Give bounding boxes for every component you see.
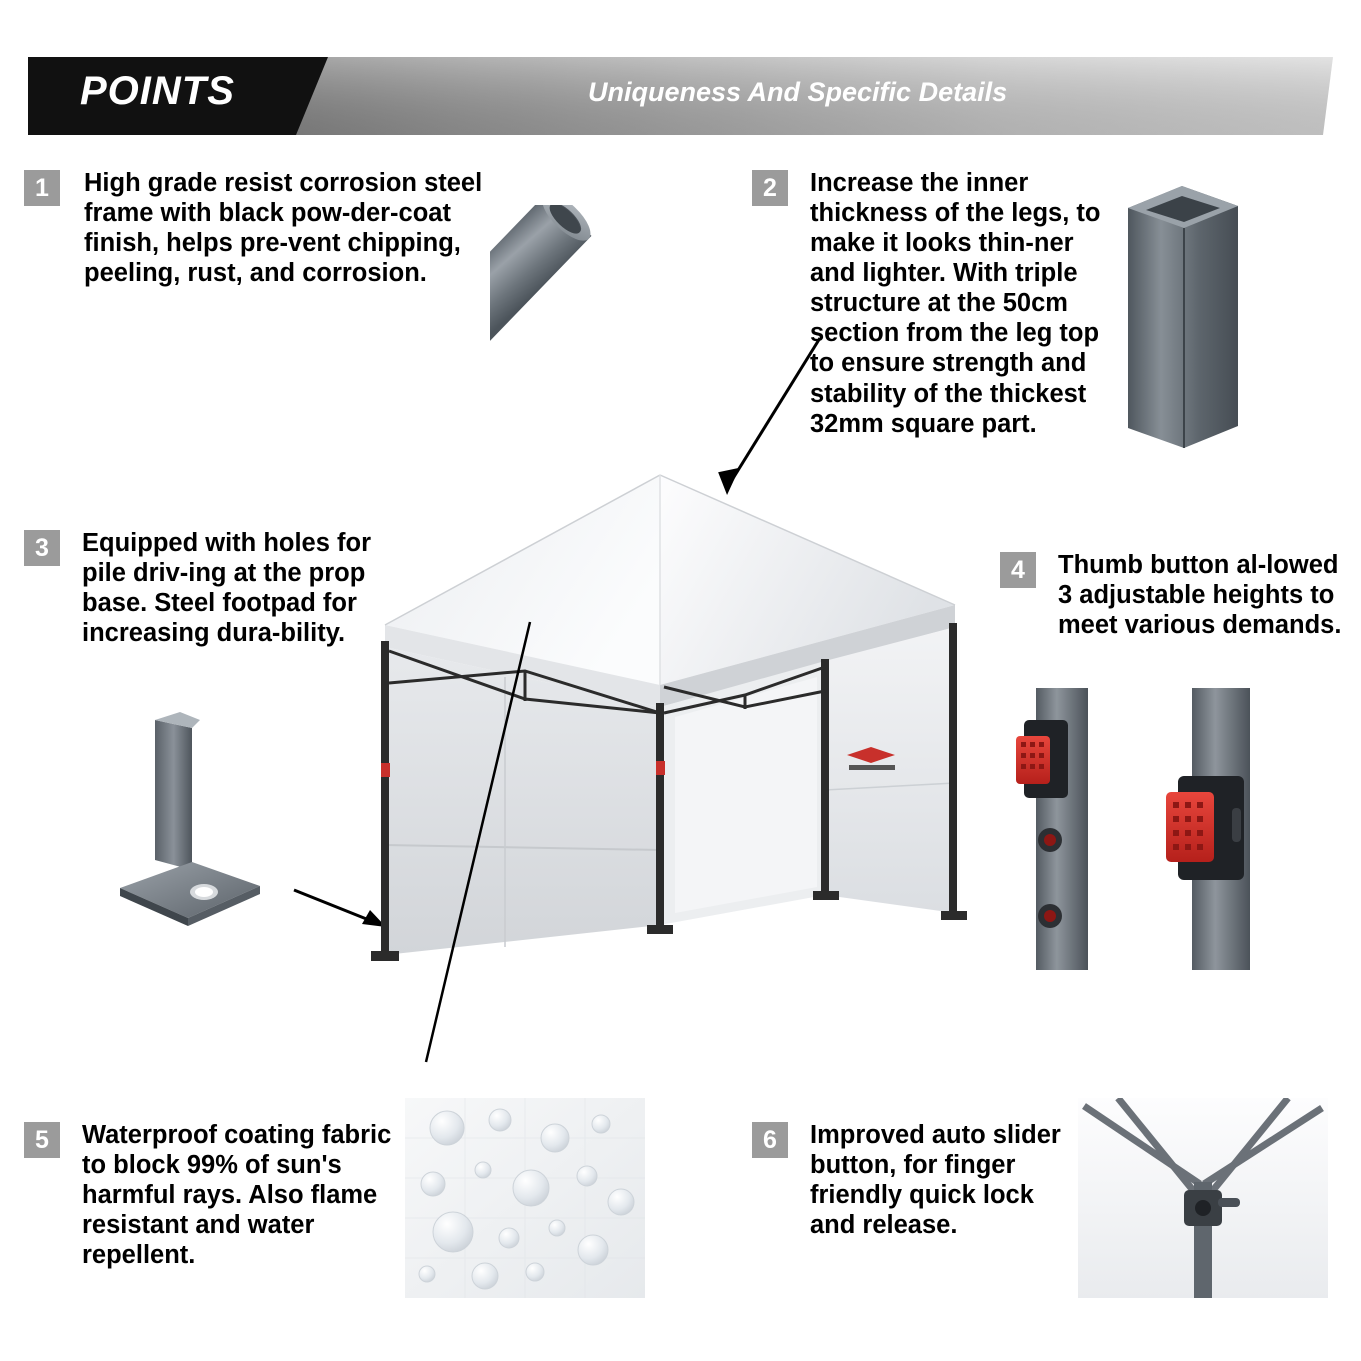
point-4-text: Thumb button al-lowed 3 adjustable heights to meet various demands. — [1058, 551, 1342, 640]
square-leg-tube-photo — [1120, 180, 1250, 455]
header-banner — [28, 57, 1333, 135]
point-1-text: High grade resist corrosion steel frame with black pow-der-coat finish, helps pre-vent chipping, peeling, rust, and corrosion. — [84, 169, 483, 288]
waterproof-fabric-photo — [405, 1098, 645, 1303]
point-3-text: Equipped with holes for pile driv-ing at the prop base. Steel footpad for increasing dura-bility. — [82, 529, 371, 648]
banner-title: POINTS — [80, 69, 235, 113]
banner-subtitle: Uniqueness And Specific Details — [588, 77, 1008, 107]
thumb-button-photo — [1010, 680, 1300, 975]
steel-footpad-photo — [100, 710, 320, 945]
point-5-badge: 5 — [24, 1122, 60, 1158]
point-4-badge: 4 — [1000, 552, 1036, 588]
line-pointing-to-canopy-prop — [420, 610, 560, 1070]
point-3-badge: 3 — [24, 530, 60, 566]
round-steel-tube-photo — [490, 205, 720, 460]
point-5-text: Waterproof coating fabric to block 99% of sun's harmful rays. Also flame resistant and water repellent. — [82, 1121, 392, 1270]
auto-slider-button-photo — [1078, 1098, 1328, 1303]
point-1-badge: 1 — [24, 170, 60, 206]
point-6-badge: 6 — [752, 1122, 788, 1158]
point-6-text: Improved auto slider button, for finger friendly quick lock and release. — [810, 1121, 1061, 1240]
point-2-badge: 2 — [752, 170, 788, 206]
point-2-text: Increase the inner thickness of the legs, to make it looks thin-ner and lighter. With triple structure at the 50cm section from the leg top to ensure strength and stability of the thickest 32mm square part. — [810, 169, 1101, 438]
